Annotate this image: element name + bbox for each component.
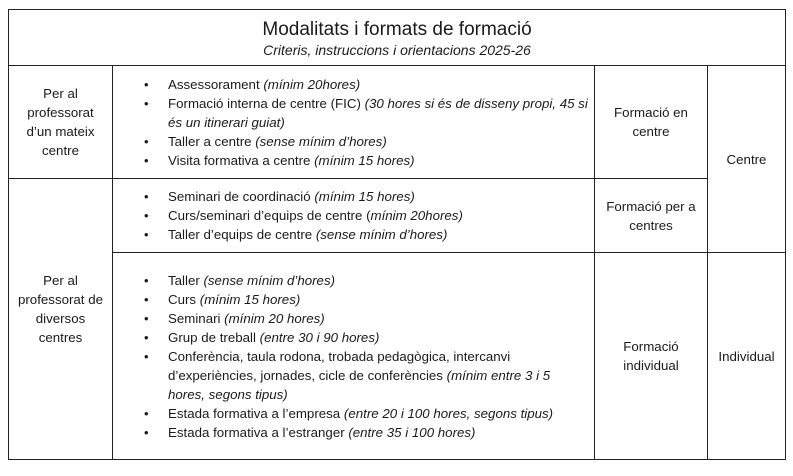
table-row [9, 66, 786, 179]
list-item: • Grup de treball (entre 30 i 90 hores) [168, 328, 580, 347]
table-row [9, 253, 786, 460]
formats-list-cell [113, 253, 595, 460]
modality-cell-per-a-centres: Formació per a centres [595, 179, 708, 253]
list-item: • Visita formativa a centre (mínim 15 hores) [168, 151, 594, 170]
formats-list [113, 187, 594, 244]
list-item: • Taller d’equips de centre (sense mínim d’hores) [168, 225, 594, 244]
audience-cell-mateix-centre: Per al professorat d’un mateix centre [9, 66, 113, 179]
list-item: • Seminari de coordinació (mínim 15 hores) [168, 187, 594, 206]
modality-cell-en-centre: Formació en centre [595, 66, 708, 179]
list-item: • Curs (mínim 15 hores) [168, 290, 580, 309]
scope-cell-centre: Centre [708, 66, 786, 253]
modality-cell-individual: Formació individual [595, 253, 708, 460]
list-item: • Estada formativa a l’empresa (entre 20 i 100 hores, segons tipus) [168, 404, 580, 423]
formats-list-cell [113, 66, 595, 179]
list-item: • Taller (sense mínim d’hores) [168, 271, 580, 290]
training-modalities-table [8, 9, 786, 460]
list-item: • Estada formativa a l’estranger (entre 35 i 100 hores) [168, 423, 580, 442]
list-item: • Seminari (mínim 20 hores) [168, 309, 580, 328]
formats-list-cell [113, 179, 595, 253]
page-subtitle: Criteris, instruccions i orientacions 2025-26 [263, 41, 531, 58]
scope-cell-individual: Individual [708, 253, 786, 460]
audience-cell-diversos-centres: Per al professorat de diversos centres [9, 179, 113, 460]
page-title: Modalitats i formats de formació [262, 18, 532, 40]
table-row [9, 179, 786, 253]
list-item: • Formació interna de centre (FIC) (30 hores si és de disseny propi, 45 si és un itinerari guiat) [168, 94, 594, 132]
formats-list [113, 75, 594, 170]
list-item: • Taller a centre (sense mínim d’hores) [168, 132, 594, 151]
table-header [9, 10, 786, 66]
list-item: • Conferència, taula rodona, trobada pedagògica, intercanvi d’experiències, jornades, cicle de conferències (mínim entre 3 i 5 hores, segons tipus) [168, 347, 580, 404]
list-item: • Assessorament (mínim 20hores) [168, 75, 594, 94]
list-item: • Curs/seminari d’equips de centre (mínim 20hores) [168, 206, 594, 225]
formats-list [113, 271, 594, 442]
